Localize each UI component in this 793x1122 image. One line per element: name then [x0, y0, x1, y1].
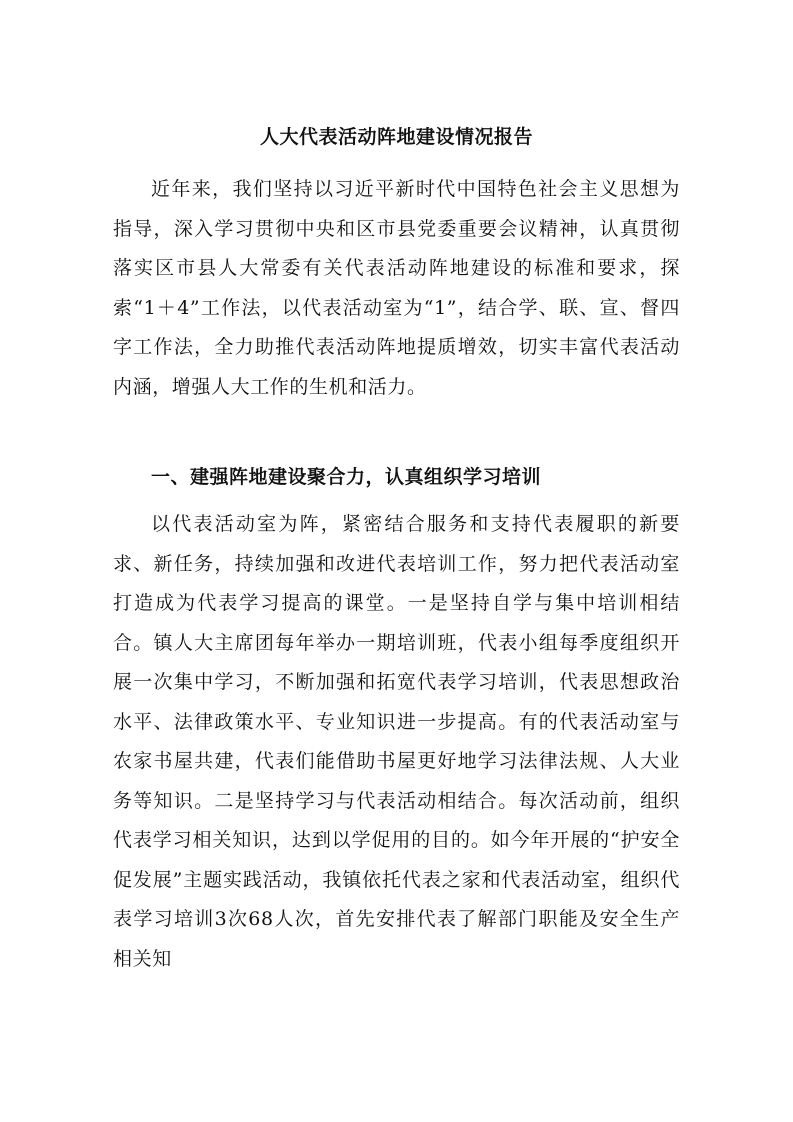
document-title: 人大代表活动阵地建设情况报告	[259, 126, 533, 148]
intro-paragraph: 近年来，我们坚持以习近平新时代中国特色社会主义思想为指导，深入学习贯彻中央和区市县党委重要会议精神，认真贯彻落实区市县人大常委有关代表活动阵地建设的标准和要求，探索“1＋4”工作法，以代表活动室为“1”，结合学、联、宣、督四字工作法，全力助推代表活动阵地提质增效，切实丰富代表活动内涵，增强人大工作的生机和活力。	[113, 178, 680, 398]
section-1-paragraph: 以代表活动室为阵，紧密结合服务和支持代表履职的新要求、新任务，持续加强和改进代表培训工作，努力把代表活动室打造成为代表学习提高的课堂。一是坚持自学与集中培训相结合。镇人大主席团每年举办一期培训班，代表小组每季度组织开展一次集中学习，不断加强和拓宽代表学习培训，代表思想政治水平、法律政策水平、专业知识进一步提高。有的代表活动室与农家书屋共建，代表们能借助书屋更好地学习法律法规、人大业务等知识。二是坚持学习与代表活动相结合。每次活动前，组织代表学习相关知识，达到以学促用的目的。如今年开展的“护安全促发展”主题实践活动，我镇依托代表之家和代表活动室，组织代表学习培训3次68人次，首先安排代表了解部门职能及安全生产相关知	[113, 513, 680, 970]
section-heading-1: 一、建强阵地建设聚合力，认真组织学习培训	[151, 466, 542, 488]
